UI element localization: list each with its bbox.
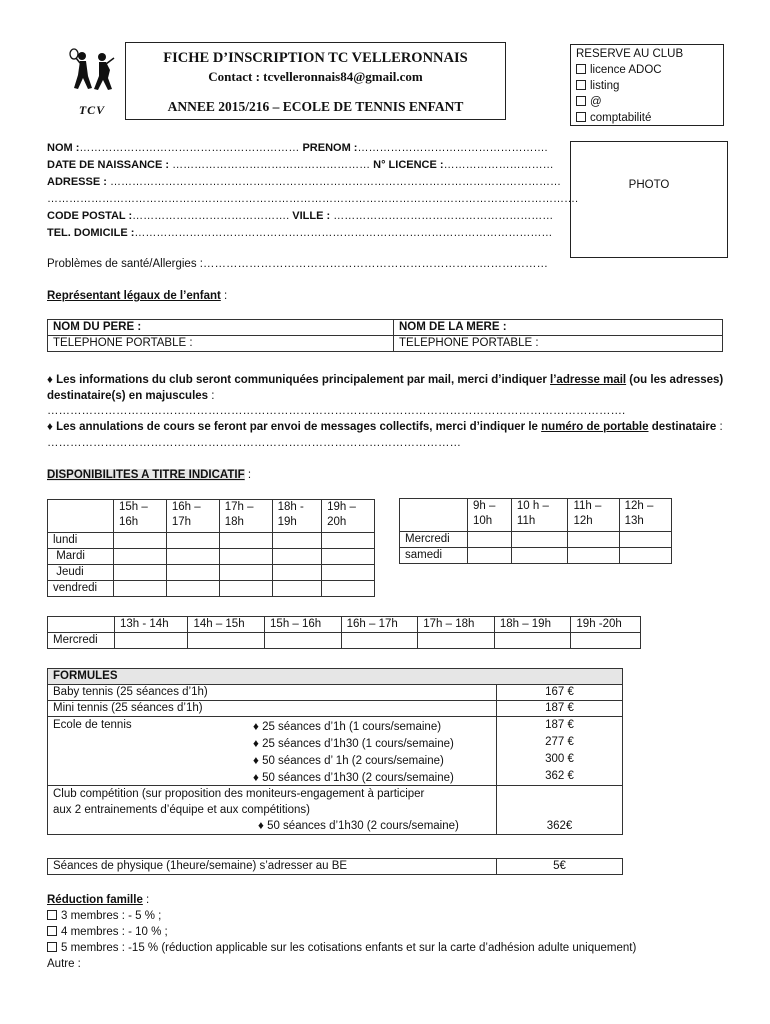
slot-cell[interactable]: [619, 548, 671, 564]
dispo-table-weekend: [399, 498, 672, 564]
slot-cell[interactable]: [272, 581, 321, 597]
tel-mere-cell[interactable]: TELEPHONE PORTABLE :: [394, 336, 723, 352]
formule-club: Club compétition (sur proposition des moniteurs-engagement à participer aux 2 entrainements d’équipe et aux compétitions) ♦ 50 séances d’1h30 (2 cours/semaine): [48, 786, 497, 835]
mail-emphasis: l’adresse mail: [550, 374, 627, 386]
prenom-label: PRENOM :: [302, 142, 358, 154]
nom-label: NOM :: [47, 142, 80, 154]
day-label: Mardi: [48, 549, 114, 565]
slot-cell[interactable]: [322, 549, 375, 565]
slot-cell[interactable]: [219, 565, 272, 581]
adresse-label: ADRESSE :: [47, 176, 107, 188]
reserve-item[interactable]: @: [576, 94, 718, 110]
reduction-autre[interactable]: Autre :: [47, 958, 81, 970]
slot-header: 18h – 19h: [494, 617, 571, 633]
slot-cell[interactable]: [418, 633, 495, 649]
slot-cell[interactable]: [219, 533, 272, 549]
slot-cell[interactable]: [219, 549, 272, 565]
mere-cell[interactable]: NOM DE LA MERE :: [394, 320, 723, 336]
price-physique: 5€: [497, 859, 623, 875]
reserve-item[interactable]: comptabilité: [576, 110, 718, 126]
day-label: samedi: [400, 548, 468, 564]
slot-header: 13h - 14h: [115, 617, 188, 633]
slot-cell[interactable]: [322, 533, 375, 549]
slot-cell[interactable]: [115, 633, 188, 649]
slot-cell[interactable]: [219, 581, 272, 597]
reserve-item[interactable]: listing: [576, 78, 718, 94]
day-label: Mercredi: [48, 633, 115, 649]
form-title: FICHE D’INSCRIPTION TC VELLERONNAIS: [163, 50, 468, 66]
slot-cell[interactable]: [322, 581, 375, 597]
slot-header: 11h – 12h: [568, 499, 619, 532]
slot-cell[interactable]: [511, 532, 568, 548]
dispo-table-wednesday: [47, 616, 641, 649]
day-label: Mercredi: [400, 532, 468, 548]
reduction-section: [47, 892, 747, 972]
checkbox-icon[interactable]: [576, 96, 586, 106]
pere-cell[interactable]: NOM DU PERE :: [48, 320, 394, 336]
formule-ecole: Ecole de tennis ♦ 25 séances d’1h (1 cours/semaine) ♦ 25 séances d’1h30 (1 cours/semaine) ♦ 50 séances d’ 1h (2 cours/semaine) ♦ 50 séances d’1h30 (2 cours/semaine): [48, 717, 497, 786]
reserve-title: RESERVE AU CLUB: [576, 48, 684, 60]
club-logo: [66, 48, 118, 117]
nom-field[interactable]: ……………………………………………………: [79, 142, 300, 154]
slot-cell[interactable]: [494, 633, 571, 649]
dob-field[interactable]: ………………………………………………: [172, 159, 371, 171]
day-label: vendredi: [48, 581, 114, 597]
slot-header: 15h – 16h: [114, 500, 167, 533]
dispo-table-week: [47, 499, 375, 597]
slot-header: 16h – 17h: [166, 500, 219, 533]
slot-header: 12h – 13h: [619, 499, 671, 532]
checkbox-icon[interactable]: [576, 112, 586, 122]
year-line: ANNEE 2015/216 – ECOLE DE TENNIS ENFANT: [167, 99, 464, 114]
formule-baby: Baby tennis (25 séances d’1h): [48, 685, 497, 701]
corner-cell: [48, 617, 115, 633]
adresse-field-line2[interactable]: ……………………………………………………………………………………………………………………………….: [47, 193, 579, 205]
tel-pere-cell[interactable]: TELEPHONE PORTABLE :: [48, 336, 394, 352]
slot-cell[interactable]: [272, 565, 321, 581]
dob-label: DATE DE NAISSANCE :: [47, 159, 170, 171]
cp-field[interactable]: …………………………………….: [132, 210, 290, 222]
slot-cell[interactable]: [568, 548, 619, 564]
slot-cell[interactable]: [114, 581, 167, 597]
ecole-option: ♦ 50 séances d’ 1h (2 cours/semaine): [253, 755, 444, 767]
health-field[interactable]: Problèmes de santé/Allergies :………………………………………………………………………………: [47, 258, 548, 270]
tennis-players-icon: [66, 48, 118, 100]
sms-info: ♦ Les annulations de cours se feront par envoi de messages collectifs, merci d’indiquer le numéro de portable destinataire : ………………………………………………………………………………………………: [47, 421, 723, 449]
price-baby: 167 €: [497, 685, 623, 701]
ville-field[interactable]: ……………………………………………………: [333, 210, 554, 222]
slot-header: 15h – 16h: [265, 617, 342, 633]
slot-cell[interactable]: [511, 548, 568, 564]
formule-physique: Séances de physique (1heure/semaine) s’adresser au BE: [48, 859, 497, 875]
slot-cell[interactable]: [341, 633, 418, 649]
cp-label: CODE POSTAL :: [47, 210, 133, 222]
ecole-option: ♦ 25 séances d’1h30 (1 cours/semaine): [253, 738, 454, 750]
slot-header: 18h - 19h: [272, 500, 321, 533]
tel-label: TEL. DOMICILE :: [47, 227, 135, 239]
slot-header: 17h – 18h: [418, 617, 495, 633]
slot-cell[interactable]: [272, 533, 321, 549]
price-mini: 187 €: [497, 701, 623, 717]
price-club: 362€: [497, 786, 623, 835]
price-ecole: 187 € 277 € 300 € 362 €: [497, 717, 623, 786]
slot-header: 19h – 20h: [322, 500, 375, 533]
slot-cell[interactable]: [114, 565, 167, 581]
ville-label: VILLE :: [292, 210, 331, 222]
prenom-field[interactable]: …………………………………………….: [357, 142, 548, 154]
corner-cell: [400, 499, 468, 532]
reduction-heading: Réduction famille :: [47, 894, 150, 906]
corner-cell: [48, 500, 114, 533]
day-label: Jeudi: [48, 565, 114, 581]
slot-cell[interactable]: [166, 549, 219, 565]
reserve-box: [570, 44, 724, 126]
checkbox-icon[interactable]: [576, 80, 586, 90]
mail-info: ♦ Les informations du club seront communiquées principalement par mail, merci d’indiquer l’adresse mail (ou les adresses) destinataire(s) en majuscules :: [47, 374, 724, 402]
slot-header: 9h – 10h: [468, 499, 512, 532]
slot-cell[interactable]: [265, 633, 342, 649]
slot-cell[interactable]: [114, 533, 167, 549]
slot-cell[interactable]: [619, 532, 671, 548]
slot-cell[interactable]: [166, 581, 219, 597]
slot-cell[interactable]: [166, 565, 219, 581]
reduction-item[interactable]: 4 membres : - 10 % ;: [47, 924, 747, 940]
slot-cell[interactable]: [114, 549, 167, 565]
day-label: lundi: [48, 533, 114, 549]
licence-label: N° LICENCE :: [373, 159, 444, 171]
ecole-option: ♦ 50 séances d’1h30 (2 cours/semaine): [253, 772, 454, 784]
reduction-item[interactable]: 3 membres : - 5 % ;: [47, 908, 747, 924]
checkbox-icon[interactable]: [47, 926, 57, 936]
photo-box[interactable]: [570, 141, 728, 258]
slot-cell[interactable]: [322, 565, 375, 581]
slot-cell[interactable]: [568, 532, 619, 548]
slot-header: 17h – 18h: [219, 500, 272, 533]
reduction-item[interactable]: 5 membres : -15 % (réduction applicable sur les cotisations enfants et sur la carte d’adhésion adulte uniquement): [47, 940, 747, 956]
formule-mini: Mini tennis (25 séances d’1h): [48, 701, 497, 717]
photo-label: PHOTO: [628, 179, 670, 191]
formules-table: [47, 668, 623, 835]
licence-field[interactable]: …………………………: [443, 159, 554, 171]
identity-section: [47, 141, 579, 243]
slot-cell[interactable]: [468, 532, 512, 548]
reserve-item[interactable]: licence ADOC: [576, 62, 718, 78]
slot-cell[interactable]: [468, 548, 512, 564]
contact-line: Contact : tcvelleronnais84@gmail.com: [208, 69, 423, 84]
slot-header: 10 h – 11h: [511, 499, 568, 532]
logo-text: TCV: [78, 103, 106, 117]
dispo-heading: DISPONIBILITES A TITRE INDICATIF :: [47, 469, 252, 481]
mail-field[interactable]: …………………………………………………………………………………………………………………………………….: [47, 405, 626, 417]
formules-heading: FORMULES: [48, 669, 623, 685]
slot-cell[interactable]: [571, 633, 641, 649]
sms-emphasis: numéro de portable: [541, 421, 649, 433]
slot-cell[interactable]: [272, 549, 321, 565]
checkbox-icon[interactable]: [47, 910, 57, 920]
slot-header: 14h – 15h: [188, 617, 265, 633]
checkbox-icon[interactable]: [576, 64, 586, 74]
adresse-field[interactable]: ……………………………………………………………………………………………………………: [109, 176, 561, 188]
slot-header: 16h – 17h: [341, 617, 418, 633]
parents-table: [47, 319, 723, 352]
physique-table: [47, 858, 623, 875]
slot-cell[interactable]: [188, 633, 265, 649]
tel-field[interactable]: ……………………………………………………………………………………………………: [134, 227, 553, 239]
header-box: [125, 42, 506, 120]
ecole-option: ♦ 25 séances d’1h (1 cours/semaine): [253, 721, 442, 733]
checkbox-icon[interactable]: [47, 942, 57, 952]
representants-heading: Représentant légaux de l’enfant :: [47, 290, 228, 302]
slot-header: 19h -20h: [571, 617, 641, 633]
slot-cell[interactable]: [166, 533, 219, 549]
